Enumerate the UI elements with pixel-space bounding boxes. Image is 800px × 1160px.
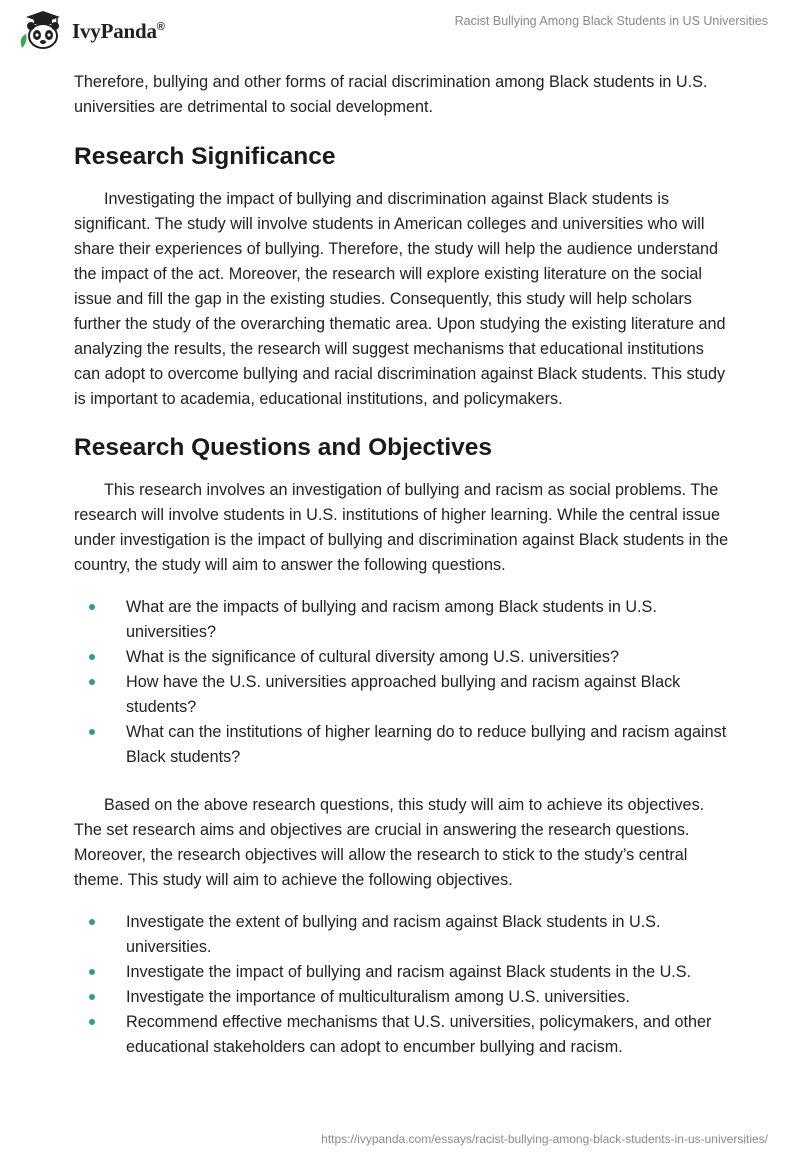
list-item: Recommend effective mechanisms that U.S. universities, policymakers, and other educational stakeholders can adopt to encumber bullying and racism. <box>74 1010 734 1060</box>
questions-list <box>74 595 734 770</box>
list-item: What can the institutions of higher learning do to reduce bullying and racism against Black students? <box>74 720 734 770</box>
bullet-icon <box>89 604 95 610</box>
essay-content <box>74 70 734 1060</box>
bullet-icon <box>89 994 95 1000</box>
objectives-list <box>74 910 734 1060</box>
bullet-icon <box>89 729 95 735</box>
brand-name: IvyPanda® <box>72 18 165 43</box>
page-header <box>0 0 800 60</box>
list-item: How have the U.S. universities approached bullying and racism against Black students? <box>74 670 734 720</box>
list-item: What is the significance of cultural diversity among U.S. universities? <box>74 645 734 670</box>
source-url[interactable]: https://ivypanda.com/essays/racist-bullying-among-black-students-in-us-universities/ <box>321 1132 768 1146</box>
questions-paragraph: This research involves an investigation of bullying and racism as social problems. The research will involve students in U.S. institutions of higher learning. While the central issue under investigation is the impact of bullying and discrimination against Black students in the country, the study will aim to answer the following questions. <box>74 481 729 574</box>
objectives-paragraph: Based on the above research questions, this study will aim to achieve its objectives. The set research aims and objectives are crucial in answering the research questions. Moreover, the research objectives will allow the research to stick to the study’s central theme. This study will aim to achieve the following objectives. <box>74 796 705 889</box>
bullet-icon <box>89 679 95 685</box>
panda-logo-icon <box>16 8 66 52</box>
document-title: Racist Bullying Among Black Students in US Universities <box>454 14 768 28</box>
significance-paragraph: Investigating the impact of bullying and discrimination against Black students is significant. The study will involve students in American colleges and universities who will share their experiences of bullying. Therefore, the study will help the audience understand the impact of the act. Moreover, the research will explore existing literature on the social issue and fill the gap in the existing studies. Consequently, this study will help scholars further the study of the overarching thematic area. Upon studying the existing literature and analyzing the results, the research will suggest mechanisms that educational institutions can adopt to overcome bullying and racial discrimination against Black students. This study is important to academia, educational institutions, and policymakers. <box>74 190 726 408</box>
bullet-icon <box>89 654 95 660</box>
bullet-icon <box>89 1019 95 1025</box>
intro-paragraph: Therefore, bullying and other forms of racial discrimination among Black students in U.S. universities are detrimental to social development. <box>74 73 708 116</box>
brand-logo[interactable] <box>16 8 165 52</box>
questions-heading: Research Questions and Objectives <box>74 434 493 461</box>
list-item: Investigate the importance of multiculturalism among U.S. universities. <box>74 985 734 1010</box>
list-item: What are the impacts of bullying and racism among Black students in U.S. universities? <box>74 595 734 645</box>
list-item: Investigate the impact of bullying and racism against Black students in the U.S. <box>74 960 734 985</box>
bullet-icon <box>89 969 95 975</box>
list-item: Investigate the extent of bullying and racism against Black students in U.S. universities. <box>74 910 734 960</box>
bullet-icon <box>89 919 95 925</box>
significance-heading: Research Significance <box>74 143 336 170</box>
